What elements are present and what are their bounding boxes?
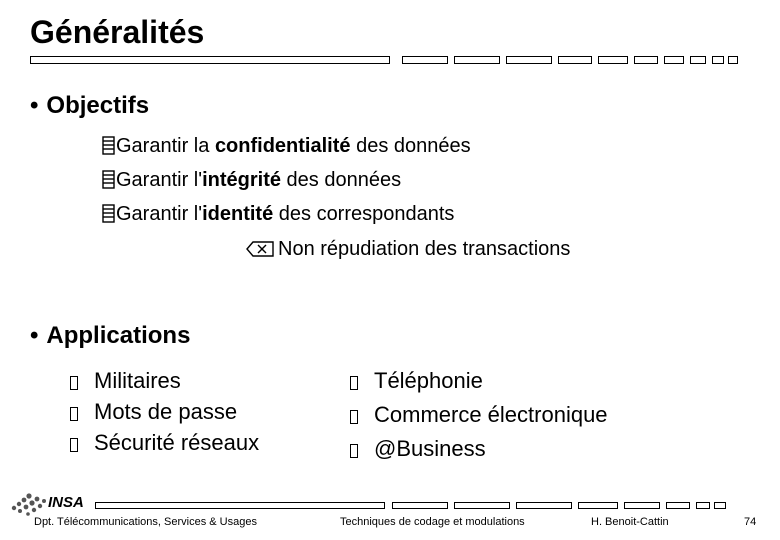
application-text: @Business (374, 436, 486, 461)
application-item (70, 430, 259, 456)
application-item (350, 436, 486, 462)
stacked-lines-icon (102, 136, 115, 155)
application-item (70, 368, 181, 394)
sub-objective-text: Non répudiation des transactions (278, 238, 571, 260)
square-bullet-icon (350, 376, 358, 390)
stacked-lines-icon (102, 204, 115, 223)
objective-text: des correspondants (273, 203, 455, 225)
square-bullet-icon (70, 438, 78, 452)
section-bullet: • (30, 92, 39, 119)
footer-department: Dpt. Télécommunications, Services & Usages (34, 516, 257, 528)
square-bullet-icon (70, 376, 78, 390)
stacked-lines-icon (102, 170, 115, 189)
objective-keyword: intégrité (202, 169, 281, 191)
insa-logo (8, 488, 103, 518)
page-number: 74 (744, 516, 757, 528)
application-text: Téléphonie (374, 368, 483, 393)
footer-course: Techniques de codage et modulations (340, 516, 525, 528)
application-item (350, 368, 483, 394)
objective-keyword: identité (202, 203, 274, 225)
sub-objective-line (246, 238, 570, 261)
objective-text: des données (280, 169, 402, 191)
objective-line (102, 169, 401, 192)
title-divider (30, 56, 740, 64)
application-item (350, 402, 608, 428)
application-text: Sécurité réseaux (94, 430, 260, 455)
application-text: Commerce électronique (374, 402, 608, 427)
footer-divider (392, 502, 742, 509)
objective-line (102, 135, 471, 158)
objectifs-label: Objectifs (46, 92, 150, 119)
application-text: Militaires (94, 368, 181, 393)
application-item (70, 399, 237, 425)
square-bullet-icon (70, 407, 78, 421)
objective-keyword: confidentialité (214, 135, 351, 157)
square-bullet-icon (350, 410, 358, 424)
logo-text: INSA (48, 494, 84, 511)
application-text: Mots de passe (94, 399, 238, 424)
insa-logo-icon (8, 488, 103, 518)
objective-line (102, 203, 454, 226)
objective-text: des données (350, 135, 471, 157)
section-applications-heading (30, 322, 190, 350)
objective-text: Garantir l' (116, 203, 203, 225)
square-bullet-icon (350, 444, 358, 458)
section-bullet: • (30, 322, 39, 349)
slide-title: Généralités (30, 14, 205, 50)
section-objectifs-heading (30, 92, 149, 120)
footer-author: H. Benoit-Cattin (591, 516, 669, 528)
applications-label: Applications (46, 322, 191, 349)
objective-text: Garantir la (116, 135, 215, 157)
objective-text: Garantir l' (116, 169, 203, 191)
footer-divider (95, 502, 385, 509)
erase-box-icon (246, 241, 274, 257)
